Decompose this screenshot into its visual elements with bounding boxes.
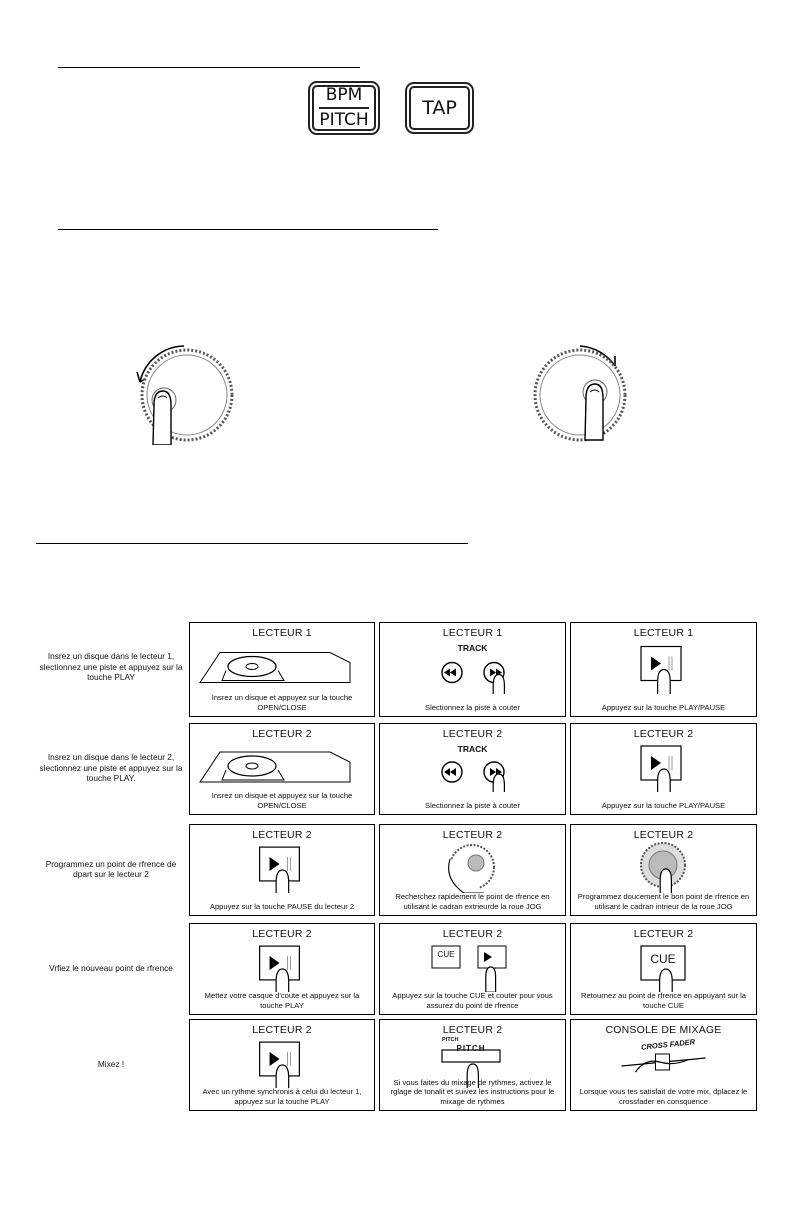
tap-key [409,86,470,130]
panel-title: LECTEUR 1 [442,627,503,639]
panel-caption: Insrez un disque et appuyez sur la touche OPEN/CLOSE [211,791,353,810]
step-panel [189,723,375,815]
step-label: Mixez ! [97,1058,125,1069]
panel-caption: Appuyez sur la touche PLAY/PAUSE [601,702,726,712]
play-illustration-icon [571,639,756,694]
panel-caption: Insrez un disque et appuyez sur la touche OPEN/CLOSE [211,693,353,712]
step-panel [570,622,757,717]
cue-key-label: CUE [650,952,676,966]
step-panel [379,723,566,815]
pitch-small-label: PITCH [442,1037,459,1043]
cueOne-illustration-icon [571,940,756,992]
panel-caption: Slectionnez la piste à couter [425,702,520,712]
section-rule-1 [58,67,360,68]
step-label: Insrez un disque dans le lecteur 1, slectionnez une piste et appuyez sur la touche PLAY [39,651,183,683]
panel-title: LECTEUR 2 [633,728,694,740]
step-panel [189,1019,375,1111]
cue-key-label: CUE [437,950,455,959]
step-panel [570,723,757,815]
step-panel [189,824,375,916]
step-panel [379,824,566,916]
step-panel [189,923,375,1015]
panel-title: LECTEUR 2 [633,928,694,940]
jog-wheel-counterclockwise-icon [132,340,237,445]
panel-caption: Mettez votre casque d'coute et appuyez sur la touche PLAY [204,991,360,1010]
bpm-label: BPM [325,85,363,105]
panel-title: LECTEUR 2 [252,728,312,740]
panel-title: LECTEUR 2 [252,829,312,841]
pitch-key-label: PITCH [456,1044,486,1053]
disc-illustration-icon [190,740,374,792]
panel-title: LECTEUR 2 [633,829,694,841]
panel-title: LECTEUR 2 [442,1024,503,1036]
section-rule-3 [36,543,468,544]
jog-wheel-clockwise-icon [530,340,635,445]
play-illustration-icon [190,940,374,992]
jogInner-illustration-icon [571,841,756,893]
step-panel [379,1019,566,1111]
panel-caption: Lorsque vous tes satisfait de votre mix, dplacez le crossfader en consquence [579,1087,748,1106]
cueTwo-illustration-icon [380,940,565,992]
play-illustration-icon [190,1036,374,1088]
step-panel [379,622,566,717]
panel-caption: Recherchez rapidement le point de rfrence en utilisant le cadran extrieurde la roue JOG [395,892,550,911]
panel-caption: Retournez au point de rfrence en appuyant sur la touche CUE [580,991,747,1010]
step-label: Programmez un point de rfrence de dpart sur le lecteur 2 [45,858,177,879]
panel-caption: Appuyez sur la touche PAUSE du lecteur 2 [209,901,355,911]
panel-title: LECTEUR 2 [442,728,503,740]
step-label: Insrez un disque dans le lecteur 2, slectionnez une piste et appuyez sur la touche PLAY. [39,752,183,784]
step-label: Vrfiez le nouveau point de rfrence [49,962,173,973]
key-divider [319,107,369,109]
track-label: TRACK [457,744,488,754]
panel-caption: Slectionnez la piste à couter [425,800,520,810]
step-panel [379,923,566,1015]
panel-caption: Si vous faites du mixage de rythmes, activez le rglage de tonalit et suivez les instructions pour le mixage de rythmes [390,1077,555,1106]
step-panel [570,824,757,916]
section-rule-2 [58,229,438,230]
panel-caption: Appuyez sur la touche CUE et couter pour vous assurez du point de rfrence [392,991,553,1010]
panel-title: LECTEUR 1 [252,627,312,639]
play-illustration-icon [190,841,374,893]
panel-caption: Avec un rythme synchronis à celui du lecteur 1, appuyez sur la touche PLAY [202,1087,362,1106]
step-panel [570,1019,757,1111]
jogOuter-illustration-icon [380,841,565,893]
panel-title: LECTEUR 2 [252,928,312,940]
panel-title: LECTEUR 1 [633,627,694,639]
play-illustration-icon [571,740,756,792]
cross-fader-label: CROSS FADER [640,1037,696,1052]
panel-title: CONSOLE DE MIXAGE [605,1024,722,1036]
panel-caption: Programmez doucement le bon point de rfrence en utilisant le cadran intrieur de la roue JOG [577,892,750,911]
panel-caption: Appuyez sur la touche PLAY/PAUSE [601,800,726,810]
tap-label: TAP [422,96,457,119]
step-panel [570,923,757,1015]
bpm-pitch-key [312,85,376,131]
step-panel [189,622,375,717]
panel-title: LECTEUR 2 [442,829,503,841]
disc-illustration-icon [190,639,374,694]
panel-title: LECTEUR 2 [252,1024,312,1036]
pitch-label: PITCH [319,110,369,130]
track-label: TRACK [457,643,488,653]
panel-title: LECTEUR 2 [442,928,503,940]
